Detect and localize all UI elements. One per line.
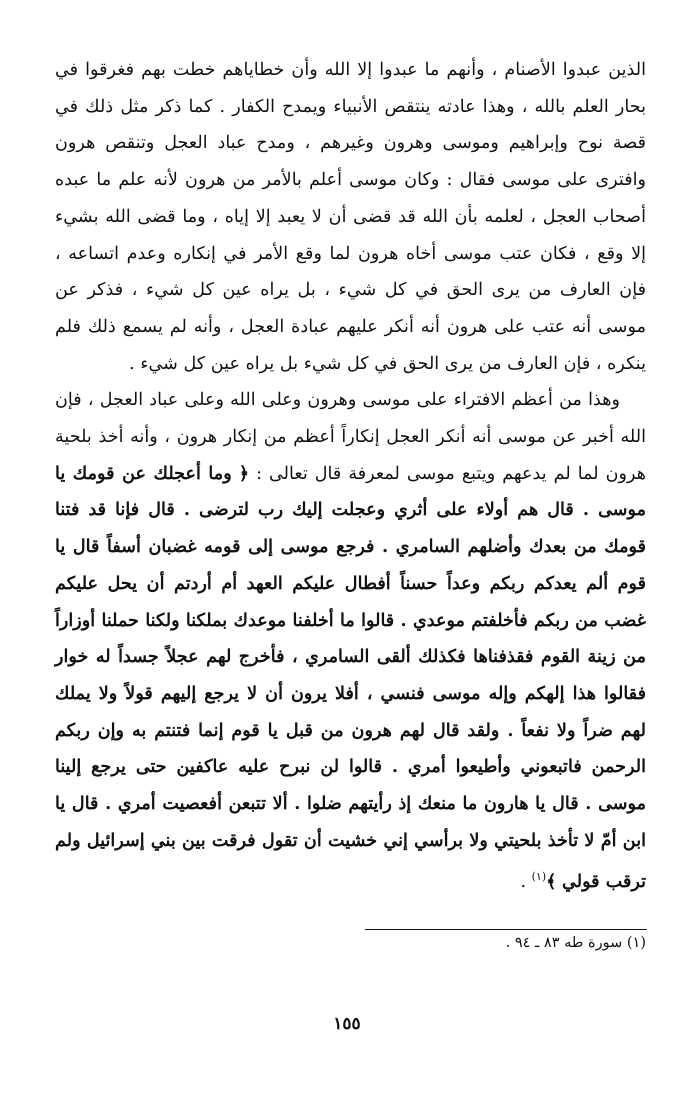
page-number: ١٥٥ <box>333 1014 361 1034</box>
quran-close-bracket: ﴾ <box>546 871 557 893</box>
paragraph-end: . <box>520 872 532 893</box>
footnote-divider <box>365 929 647 930</box>
main-text <box>55 52 646 901</box>
paragraph-1: الذين عبدوا الأصنام ، وأنهم ما عبدوا إلا الله وأن خطاياهم خطت بهم فغرقوا في بحار العلم بالله ، وهذا عادته ينتقص الأنبياء ويمدح الكفار . كما ذكر مثل ذلك في قصة نوح وإبراهيم وموسى وهرون وغيرهم ، ومدح عباد العجل وتنقص هرون وافترى على موسى فقال : وكان موسى أعلم بالأمر من هرون لأنه علم ما عبده أصحاب العجل ، لعلمه بأن الله قد قضى أن لا يعبد إلا إياه ، وما قضى الله بشيء إلا وقع ، فكان عتب موسى أخاه هرون لما وقع الأمر في إنكاره وعدم اتساعه ، فإن العارف من يرى الحق في كل شيء ، بل يراه عين كل شيء ، فذكر عن موسى أنه عتب على هرون أنه أنكر عليهم عبادة العجل ، وأنه لم يسمع ذلك فلم ينكره ، فإن العارف من يرى الحق في كل شيء بل يراه عين كل شيء . <box>55 60 646 374</box>
quran-open-bracket: ﴿ <box>238 462 250 484</box>
footnote-reference: (١) <box>531 870 547 884</box>
paragraph-2-intro: وهذا من أعظم الافتراء على موسى وهرون وعلى الله وعلى عباد العجل ، فإن الله أخبر عن موسى أنه أنكر العجل إنكاراً أعظم من إنكار هرون ، وأنه أخذ بلحية هرون لما لم يدعهم ويتبع موسى لمعرفة قال تعالى : <box>55 390 647 484</box>
paragraph-2 <box>55 382 646 901</box>
footnote: (١) سورة طه ٨٣ ـ ٩٤ . <box>505 935 646 951</box>
quran-quote: وما أعجلك عن قومك يا موسى . قال هم أولاء على أثري وعجلت إليك رب لترضى . قال فإنا قد فتنا قومك من بعدك وأضلهم السامري . فرجع موسى إلى قومه غضبان أسفاً قال يا قوم ألم يعدكم ربكم وعداً حسناً أفطال عليكم العهد أم أردتم أن يحل عليكم غضب من ربكم فأخلفتم موعدي . قالوا ما أخلفنا موعدك بملكنا ولكنا حملنا أوزاراً من زينة القوم فقذفناها فكذلك ألقى السامري ، فأخرج لهم عجلاً جسداً له خوار فقالوا هذا إلهكم وإله موسى فنسي ، أفلا يرون أن لا يرجع إليهم قولاً ولا يملك لهم ضراً ولا نفعاً . ولقد قال لهم هرون من قبل يا قوم إنما فتنتم به وإن ربكم الرحمن فاتبعوني وأطيعوا أمري . قالوا لن نبرح عليه عاكفين حتى يرجع إلينا موسى . قال يا هارون ما منعك إذ رأيتهم ضلوا . ألا تتبعن أفعصيت أمري . قال يا ابن أمّ لا تأخذ بلحيتي ولا برأسي إني خشيت أن تقول فرقت بين بني إسرائيل ولم ترقب قولي <box>55 462 646 893</box>
